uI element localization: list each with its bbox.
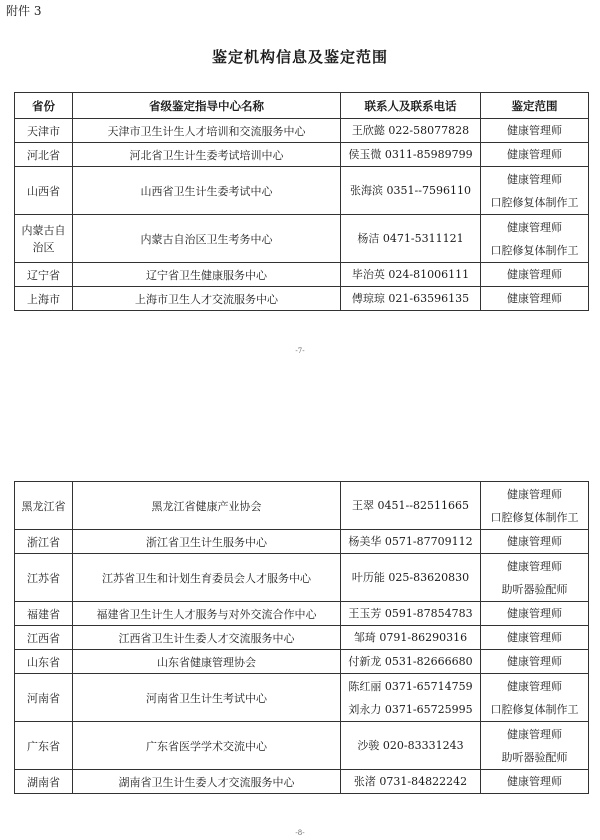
center-name-cell: 河北省卫生计生委考试培训中心 [73,143,341,167]
contact-line: 陈红丽 0371-65714759 [348,679,473,693]
scope-cell [481,554,589,602]
province-cell: 江西省 [15,626,73,650]
table-row [15,554,589,602]
scope-line: 健康管理师 [507,727,562,741]
contact-cell [341,119,481,143]
scope-cell [481,602,589,626]
scope-line: 健康管理师 [507,535,562,548]
center-name-cell: 山东省健康管理协会 [73,650,341,674]
scope-line: 助听器验配师 [501,750,568,764]
center-name-cell: 山西省卫生计生委考试中心 [73,167,341,215]
scope-line: 健康管理师 [507,775,562,788]
table-header-row [15,93,589,119]
province-cell: 内蒙古自治区 [15,215,73,263]
attachment-label: 附件 3 [6,4,42,18]
center-name-cell: 黑龙江省健康产业协会 [73,482,341,530]
contact-line: 刘永力 0371-65725995 [348,702,473,716]
contact-cell [341,602,481,626]
contact-cell [341,770,481,794]
scope-line: 口腔修复体制作工 [490,195,579,209]
scope-line: 口腔修复体制作工 [490,243,579,257]
scope-cell [481,263,589,287]
province-cell: 山西省 [15,167,73,215]
contact-line: 沙骏 020-83331243 [357,739,464,752]
scope-cell [481,626,589,650]
center-name-cell: 上海市卫生人才交流服务中心 [73,287,341,311]
table-row [15,215,589,263]
scope-cell [481,287,589,311]
scope-cell [481,482,589,530]
contact-line: 杨洁 0471-5311121 [357,232,464,245]
scope-cell [481,770,589,794]
scope-line: 健康管理师 [507,679,562,693]
scope-line: 口腔修复体制作工 [490,510,579,524]
province-cell: 黑龙江省 [15,482,73,530]
province-cell: 山东省 [15,650,73,674]
table-row [15,167,589,215]
scope-line: 健康管理师 [507,655,562,668]
center-name-cell: 广东省医学学术交流中心 [73,722,341,770]
scope-line: 健康管理师 [507,292,562,305]
contact-cell [341,626,481,650]
center-name-cell: 福建省卫生计生人才服务与对外交流合作中心 [73,602,341,626]
table-row [15,482,589,530]
center-name-cell: 浙江省卫生计生服务中心 [73,530,341,554]
scope-line: 助听器验配师 [501,582,568,596]
document-title: 鉴定机构信息及鉴定范围 [211,48,388,66]
scope-line: 健康管理师 [507,559,562,573]
province-cell: 河南省 [15,674,73,722]
scope-line: 健康管理师 [507,268,562,281]
scope-cell [481,119,589,143]
province-cell: 天津市 [15,119,73,143]
contact-cell [341,650,481,674]
table-row [15,602,589,626]
institution-table-page-1 [14,92,589,311]
province-cell: 辽宁省 [15,263,73,287]
province-cell: 福建省 [15,602,73,626]
contact-cell [341,530,481,554]
scope-cell [481,167,589,215]
contact-line: 张海滨 0351--7596110 [350,184,471,197]
contact-line: 侯玉微 0311-85989799 [348,148,473,161]
contact-cell [341,167,481,215]
header-contact: 联系人及联系电话 [341,93,481,119]
contact-cell [341,287,481,311]
scope-line: 健康管理师 [507,220,562,234]
contact-line: 王翠 0451--82511665 [352,499,469,512]
table-row [15,263,589,287]
center-name-cell: 河南省卫生计生考试中心 [73,674,341,722]
scope-line: 健康管理师 [507,631,562,644]
province-cell: 江苏省 [15,554,73,602]
table-row [15,626,589,650]
scope-line: 健康管理师 [507,148,562,161]
contact-line: 杨美华 0571-87709112 [348,535,473,548]
table-body [15,482,589,794]
scope-cell [481,143,589,167]
contact-line: 叶历能 025-83620830 [351,571,470,584]
province-cell: 河北省 [15,143,73,167]
scope-line: 健康管理师 [507,487,562,501]
contact-cell [341,674,481,722]
contact-line: 毕治英 024-81006111 [351,268,470,281]
scope-line: 健康管理师 [507,172,562,186]
contact-cell [341,482,481,530]
contact-cell [341,722,481,770]
province-cell: 上海市 [15,287,73,311]
table-row [15,530,589,554]
contact-line: 傅琼琼 021-63596135 [351,292,470,305]
contact-line: 张渚 0731-84822242 [353,775,468,788]
table-row [15,650,589,674]
table-row [15,722,589,770]
table-row [15,674,589,722]
center-name-cell: 江西省卫生计生委人才交流服务中心 [73,626,341,650]
scope-cell [481,674,589,722]
contact-cell [341,215,481,263]
page-number: -7- [295,347,305,355]
scope-line: 口腔修复体制作工 [490,702,579,716]
contact-cell [341,554,481,602]
province-cell: 湖南省 [15,770,73,794]
province-cell: 浙江省 [15,530,73,554]
contact-line: 王欣懿 022-58077828 [351,124,470,137]
contact-line: 王玉芳 0591-87854783 [348,607,473,620]
scope-cell [481,650,589,674]
header-center-name: 省级鉴定指导中心名称 [73,93,341,119]
contact-line: 邹琦 0791-86290316 [353,631,468,644]
province-cell: 广东省 [15,722,73,770]
table-row [15,143,589,167]
center-name-cell: 江苏省卫生和计划生育委员会人才服务中心 [73,554,341,602]
scope-cell [481,215,589,263]
contact-cell [341,143,481,167]
institution-table-page-2 [14,481,589,794]
scope-line: 健康管理师 [507,124,562,137]
table-row [15,119,589,143]
center-name-cell: 内蒙古自治区卫生考务中心 [73,215,341,263]
scope-line: 健康管理师 [507,607,562,620]
center-name-cell: 湖南省卫生计生委人才交流服务中心 [73,770,341,794]
center-name-cell: 辽宁省卫生健康服务中心 [73,263,341,287]
scope-cell [481,722,589,770]
page-number: -8- [295,829,305,837]
contact-cell [341,263,481,287]
contact-line: 付新龙 0531-82666680 [348,655,473,668]
center-name-cell: 天津市卫生计生人才培训和交流服务中心 [73,119,341,143]
scope-cell [481,530,589,554]
table-row [15,770,589,794]
header-scope: 鉴定范围 [481,93,589,119]
table-body [15,119,589,311]
table-row [15,287,589,311]
header-province: 省份 [15,93,73,119]
